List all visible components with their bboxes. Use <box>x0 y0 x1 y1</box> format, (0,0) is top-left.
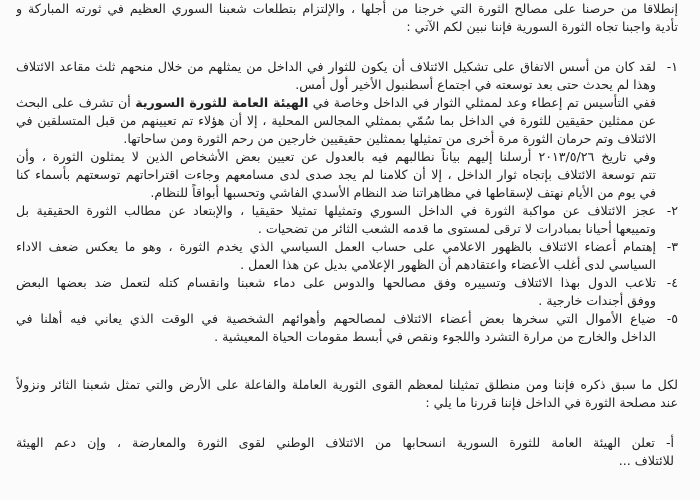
point-1 <box>16 58 678 202</box>
closing-paragraph <box>16 376 678 412</box>
point-number: ٣- <box>666 239 678 254</box>
text-line: الائتلاف وتم حرمان الثورة مرة أخرى من تمثيلها بممثلين حقيقيين خارجين من رحم الثورة ومن ساحاتها. <box>123 131 656 146</box>
point-4 <box>16 274 678 310</box>
text-fragment: أن تشرف على البحث <box>16 95 131 110</box>
text-line: عجز الائتلاف عن مواكبة الثورة في الداخل السوري وتمثيلها تمثيلا حقيقيا ، والإبتعاد عن مطالب الثورة الحقيقية بل <box>16 203 656 218</box>
text-line: وفي تاريخ ٢٠١٣/٥/٢٦ أرسلنا إليهم بياناً نطالبهم فيه بالعدول عن تعيين بعض الأشخاص الذين لا يمثلون الثورة ، وأن <box>16 149 656 164</box>
point-number: ٤- <box>666 275 678 290</box>
text-line: في يوم من الأيام نهتف لإسقاطها في مظاهراتنا ضد النظام الأسدي الفاشي وتحسبها أبواقاً للنظام. <box>150 185 656 200</box>
point-number: ٢- <box>666 203 678 218</box>
text-line: عند مصلحة الثورة في الداخل فإننا قررنا ما يلي : <box>425 395 678 410</box>
text-line: ضياع الأموال التي سخرها بعض أعضاء الائتلاف لمصالحهم وأهوائهم الشخصية في الوقت الذي يعاني فيه أهلنا في <box>16 311 656 326</box>
text-fragment: ففي التأسيس تم إعطاء وعد لممثلي الثوار في الداخل وخاصة في <box>312 95 656 110</box>
organization-name-bold: الهيئة العامة للثورة السورية <box>135 95 309 110</box>
text-line: تتم توسعة الائتلاف بإتجاه ثوار الداخل ، إلا أن كلامنا لم يجد صدى لدى مسامعهم وجاءت اقتراحاتهم توسعتهم بأسماء كنا <box>16 167 656 182</box>
point-number: ١- <box>666 59 678 74</box>
text-line: السياسي لدى أغلب الأعضاء واعتقادهم أن الظهور الإعلامي بديل عن هذا العمل . <box>240 257 656 272</box>
text-line-with-emphasis <box>16 94 656 112</box>
text-line: ووفق أجندات خارجية . <box>538 293 656 308</box>
text-line: للائتلاف ... <box>618 453 674 468</box>
text-line: لقد كان من أسس الاتفاق على تشكيل الائتلاف أن يكون للثوار في الداخل من يمثلهم من خلال منحهم ثلث مقاعد الائتلاف <box>16 59 656 74</box>
text-line: إهتمام أعضاء الائتلاف بالظهور الاعلامي على حساب العمل السياسي الذي يخدم الثورة ، وهو ما يعكس ضعف الاداء <box>16 239 656 254</box>
text-line: عن ممثلين حقيقين للثورة في الداخل بما سُمّي بممثلي المجالس المحلية ، إلا أن هؤلاء تم تعيينهم من قبل المتسلقين في <box>16 113 656 128</box>
text-line: وهذا لم يحدث حتى بعد توسعته في اجتماع أسطنبول الأخير أول أمس. <box>295 77 656 92</box>
point-5 <box>16 310 678 346</box>
text-line: تلاعب الدول بهذا الائتلاف وتسييره وفق مصالحها والدوس على دماء شعبنا وانقسام كتله لتعمل ضد بعضها البعض <box>16 275 656 290</box>
point-2 <box>16 202 678 238</box>
text-line: الداخل والخارج من مرارة التشرد واللجوء ونقص في أبسط مقومات الحياة المعيشية . <box>214 329 656 344</box>
text-line: لكل ما سبق ذكره فإننا ومن منطلق تمثيلنا لمعظم القوى الثورية العاملة والفاعلة على الأرض والتي تمثل شعبنا الثائر ونزولاً <box>16 377 678 392</box>
text-line: تأدية واجبنا تجاه الثورة السورية فإننا نبين لكم الآتي : <box>406 19 678 34</box>
point-number: ٥- <box>666 311 678 326</box>
text-line: وتمييعها أحيانا بمبادرات لا ترقى لمستوى ما قدمه الشعب الثائر من تضحيات . <box>257 221 656 236</box>
text-line: أ- تعلن الهيئة العامة للثورة السورية انسحابها من الائتلاف الوطني لقوى الثورة والمعارضة ، وإن دعم الهيئة <box>16 435 674 450</box>
point-3 <box>16 238 678 274</box>
decision-paragraph <box>16 434 678 470</box>
intro-paragraph <box>16 0 678 36</box>
text-line: إنطلاقا من حرصنا على مصالح الثورة التي خرجنا من أجلها ، والإلتزام بتطلعات شعبنا السوري العظيم في ثورته المباركة و <box>16 1 678 16</box>
